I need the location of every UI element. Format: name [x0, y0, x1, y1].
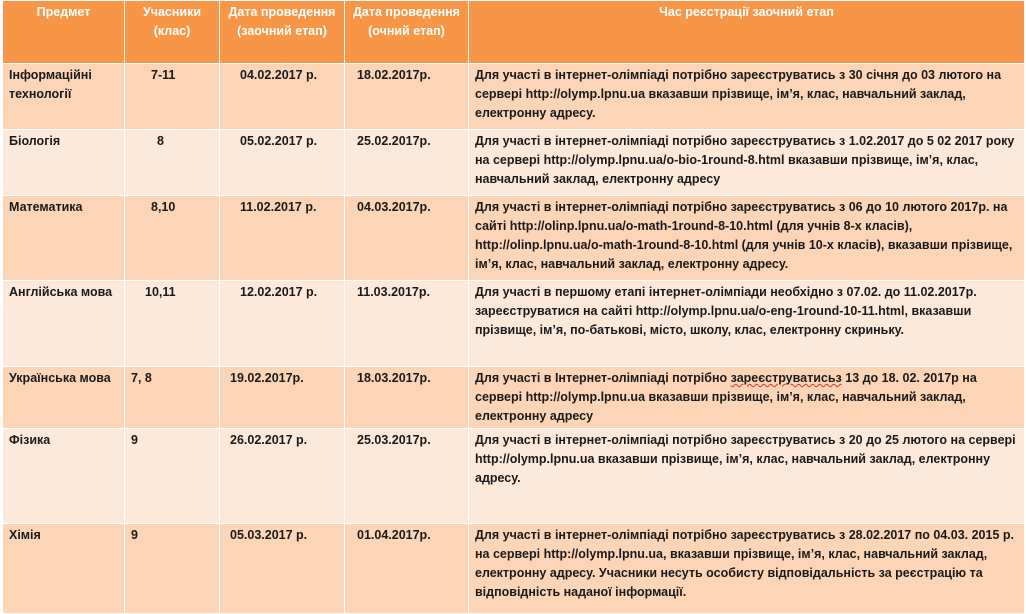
- cell-registration-info: Для участі в інтернет-олімпіаді потрібно зареєструватись з 28.02.2017 по 04.03. 2015 р. на сервері http://olymp.lpnu.ua, вказавши прізвище, ім’я, клас, навчальний заклад, електронну адресу. Учасники несуть особисту відповідальність за реєстрацію та відповідність наданої інформації.: [469, 524, 1025, 614]
- table-row: [3, 524, 1025, 614]
- cell-classes: 7, 8: [125, 367, 220, 429]
- cell-registration-info: Для участі в інтернет-олімпіаді потрібно зареєструватись з 30 січня до 03 лютого на сервері http://olymp.lpnu.ua вказавши прізвище, ім’я, клас, навчальний заклад, електронну адресу.: [469, 64, 1025, 130]
- cell-subject: Українська мова: [3, 367, 125, 429]
- cell-classes: 10,11: [125, 281, 220, 367]
- cell-date-remote: 05.03.2017 р.: [220, 524, 345, 614]
- cell-subject: Інформаційні технології: [3, 64, 125, 130]
- cell-date-remote: 26.02.2017 р.: [220, 429, 345, 524]
- cell-registration-info: Для участі в інтернет-олімпіаді потрібно зареєструватись з 1.02.2017 до 5 02 2017 року на сервері http://olymp.lpnu.ua/o-bio-1round-8.html вказавши прізвище, ім’я, клас, навчальний заклад, електронну адресу: [469, 130, 1025, 196]
- cell-subject: Біологія: [3, 130, 125, 196]
- table-row: [3, 196, 1025, 281]
- table-row: [3, 367, 1025, 429]
- cell-registration-info: Для участі в першому етапі інтернет-олімпіади необхідно з 07.02. до 11.02.2017р. зареєструватися на сайті http://olymp.lpnu.ua/o-eng-1round-10-11.html, вказавши прізвище, ім’я, по-батькові, місто, школу, клас, електронну скриньку.: [469, 281, 1025, 367]
- cell-date-onsite: 18.03.2017р.: [345, 367, 469, 429]
- cell-date-onsite: 11.03.2017р.: [345, 281, 469, 367]
- table-row: [3, 429, 1025, 524]
- cell-date-remote: 19.02.2017р.: [220, 367, 345, 429]
- cell-date-remote: 05.02.2017 р.: [220, 130, 345, 196]
- info-text-pre: Для участі в Інтернет-олімпіаді потрібно: [475, 371, 731, 385]
- header-date-onsite: Дата проведення (очний етап): [345, 1, 469, 64]
- table-body: [3, 64, 1025, 614]
- cell-classes: 9: [125, 429, 220, 524]
- cell-registration-info: [469, 367, 1025, 429]
- cell-registration-info: Для участі в інтернет-олімпіаді потрібно зареєструватись з 06 до 10 лютого 2017р. на сайті http://olinp.lpnu.ua/o-math-1round-8-10.html (для учнів 8-х класів), http://olinp.lpnu.ua/o-math-1round-8-10.html (для учнів 10-х класів), вказавши прізвище, ім’я, клас, навчальний заклад, електронну адресу.: [469, 196, 1025, 281]
- cell-classes: 8,10: [125, 196, 220, 281]
- olympiad-schedule-table: [2, 0, 1025, 614]
- table-row: [3, 64, 1025, 130]
- cell-registration-info: Для участі в інтернет-олімпіаді потрібно зареєструватись з 20 до 25 лютого на сервері http://olymp.lpnu.ua вказавши прізвище, ім’я, клас, навчальний заклад, електронну адресу.: [469, 429, 1025, 524]
- header-date-remote: Дата проведення (заочний етап): [220, 1, 345, 64]
- cell-date-remote: 11.02.2017 р.: [220, 196, 345, 281]
- cell-classes: 7-11: [125, 64, 220, 130]
- header-registration: Час реєстрації заочний етап: [469, 1, 1025, 64]
- table-row: [3, 130, 1025, 196]
- cell-subject: Англійська мова: [3, 281, 125, 367]
- cell-date-remote: 12.02.2017 р.: [220, 281, 345, 367]
- cell-date-remote: 04.02.2017 р.: [220, 64, 345, 130]
- table-row: [3, 281, 1025, 367]
- table-header: [3, 1, 1025, 64]
- cell-date-onsite: 25.03.2017р.: [345, 429, 469, 524]
- cell-classes: 8: [125, 130, 220, 196]
- cell-date-onsite: 04.03.2017р.: [345, 196, 469, 281]
- cell-date-onsite: 25.02.2017р.: [345, 130, 469, 196]
- info-text-misspelled: зареєструватисьз: [730, 371, 842, 385]
- info-text-post: 13 до 18. 02. 2017р на сервері http://olymp.lpnu.ua вказавши прізвище, ім’я, клас, навчальний заклад, електронну адресу: [475, 371, 977, 423]
- cell-subject: Математика: [3, 196, 125, 281]
- header-participants: Учасники (клас): [125, 1, 220, 64]
- cell-subject: Хімія: [3, 524, 125, 614]
- header-subject: Предмет: [3, 1, 125, 64]
- cell-date-onsite: 01.04.2017р.: [345, 524, 469, 614]
- cell-date-onsite: 18.02.2017р.: [345, 64, 469, 130]
- header-row: [3, 1, 1025, 64]
- cell-classes: 9: [125, 524, 220, 614]
- cell-subject: Фізика: [3, 429, 125, 524]
